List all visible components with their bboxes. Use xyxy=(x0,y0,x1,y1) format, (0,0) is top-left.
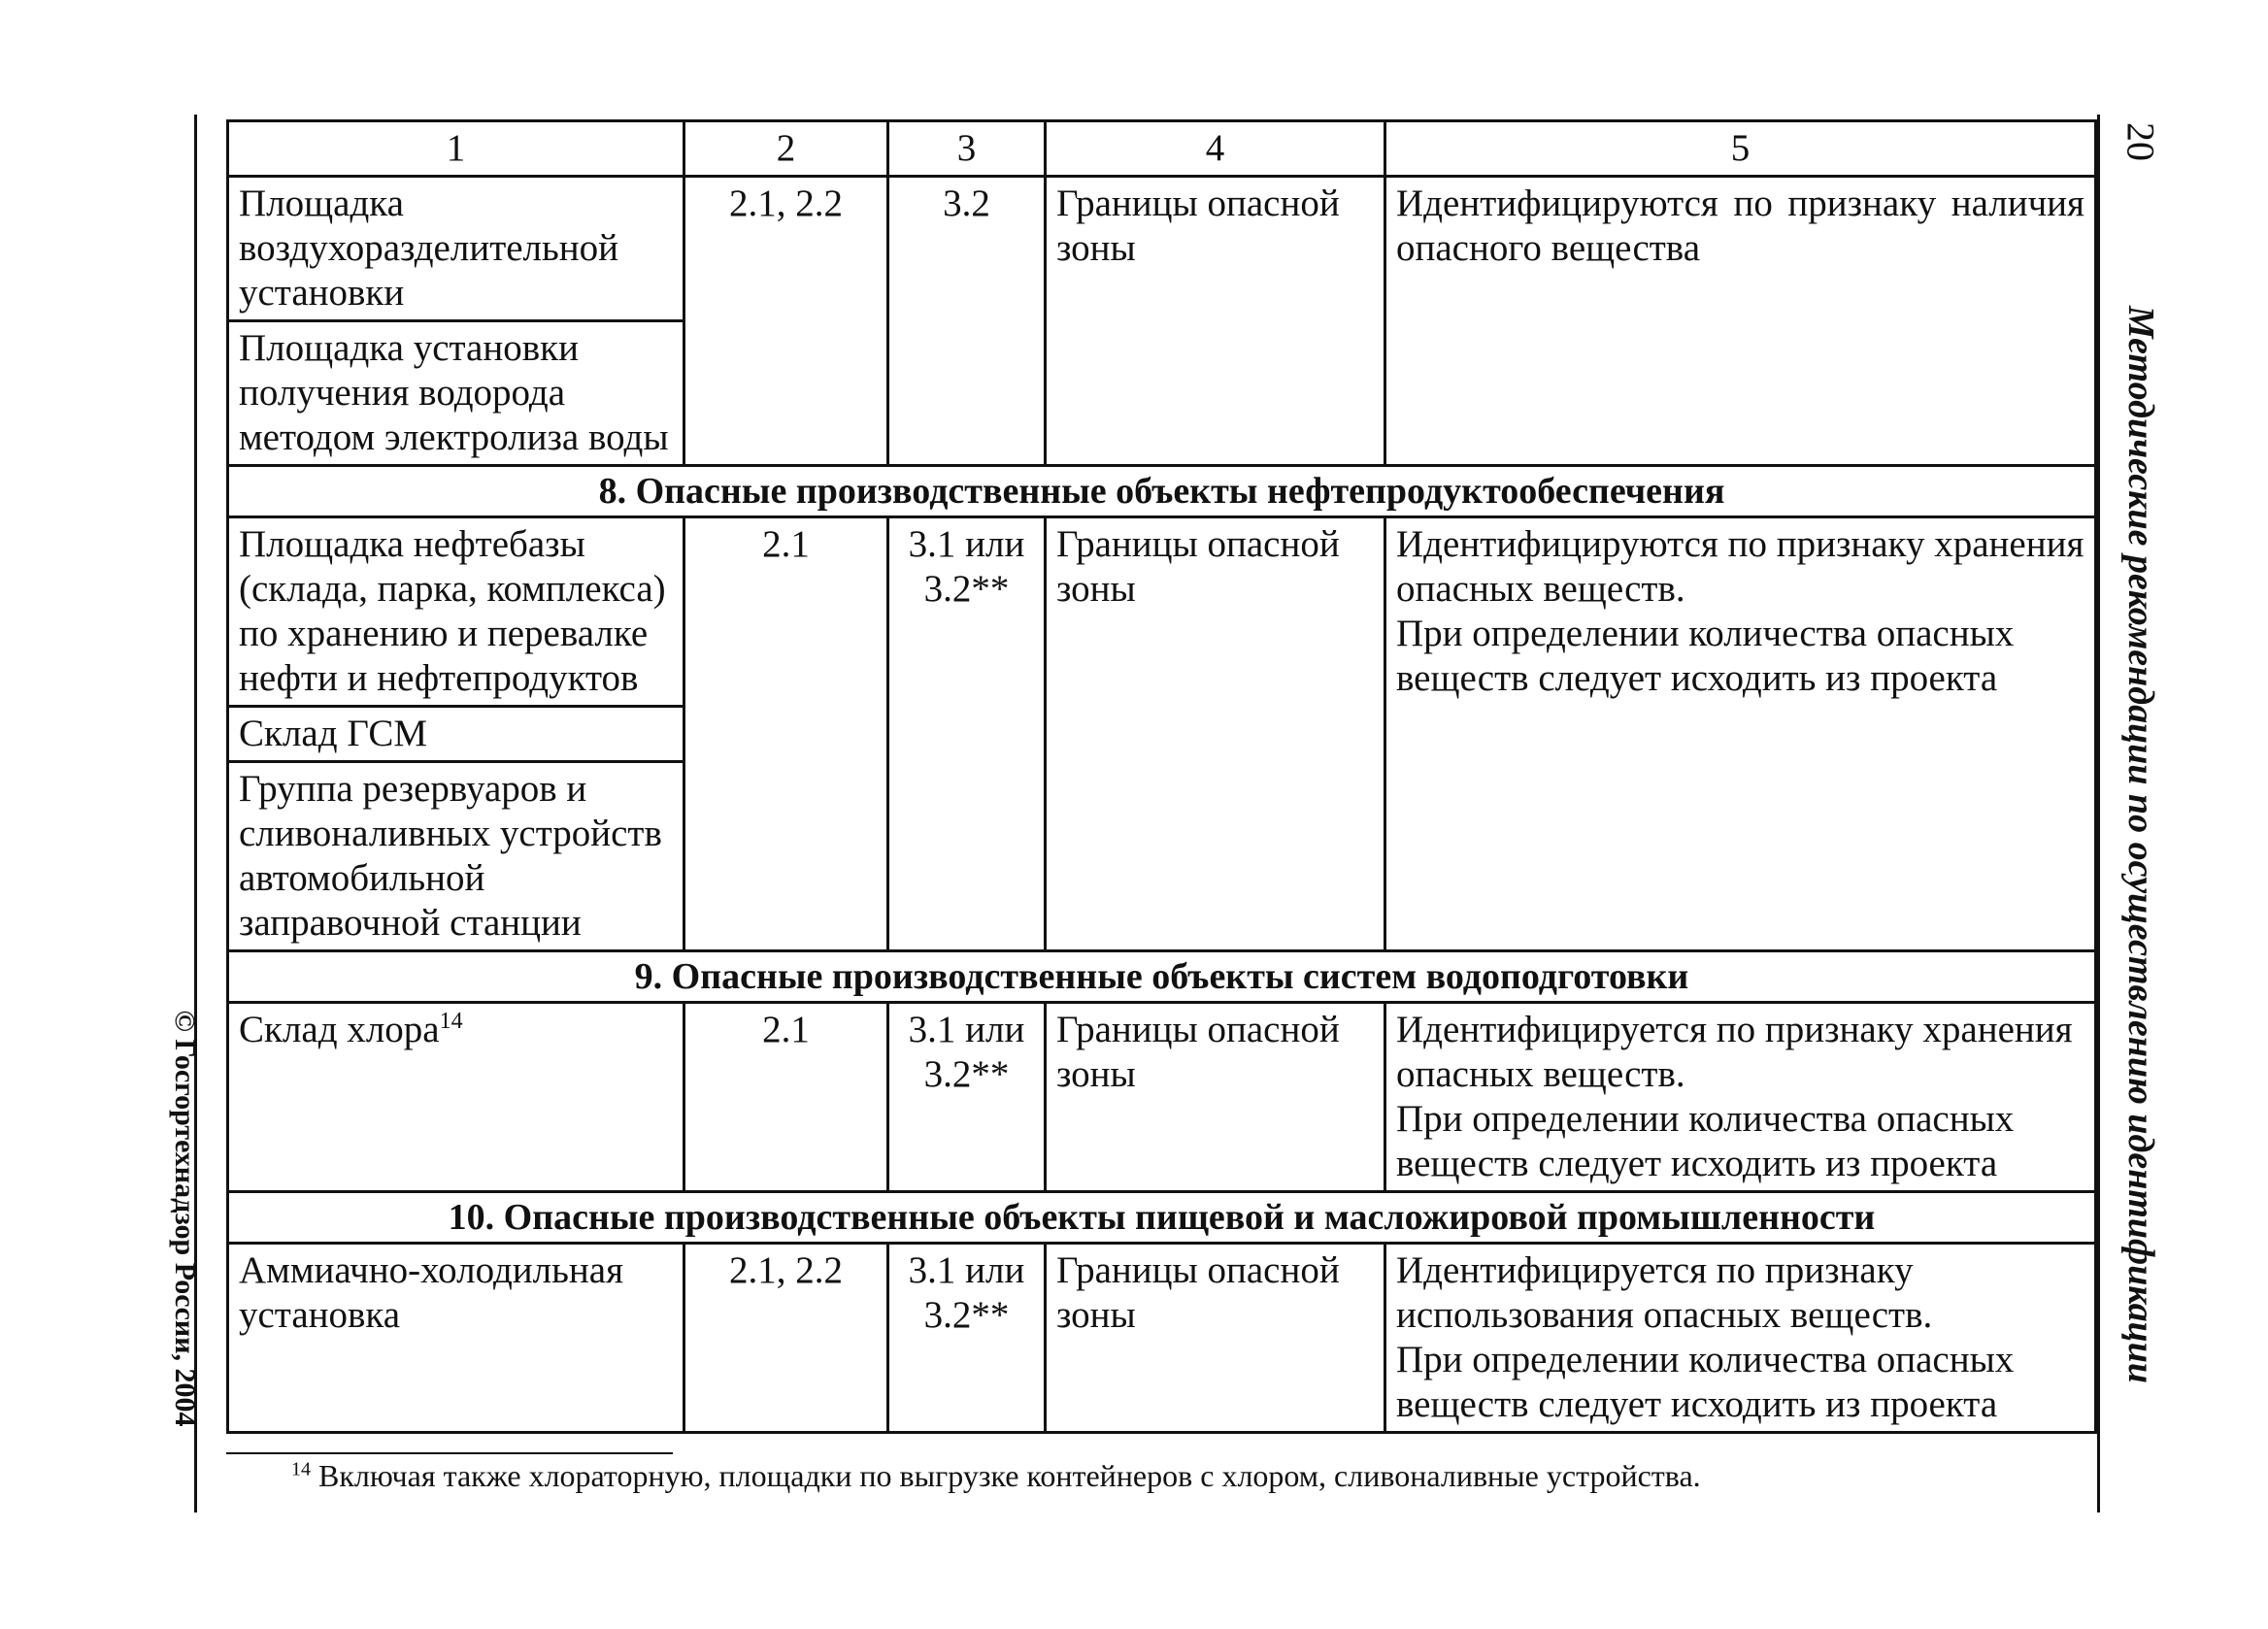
section-row xyxy=(228,1192,2096,1244)
column-header: 3 xyxy=(888,121,1046,177)
note-line: Идентифицируется по признаку использования опасных веществ. xyxy=(1396,1249,1933,1336)
note-cell xyxy=(1385,1244,2096,1433)
criterion-2: 2.1 xyxy=(684,517,888,951)
criterion-3: 3.2 xyxy=(888,177,1046,466)
section-row xyxy=(228,951,2096,1003)
footnote-marker: 14 xyxy=(291,1458,311,1480)
boundary-cell: Границы опасной зоны xyxy=(1046,177,1385,466)
table-row xyxy=(228,177,2096,321)
section-row xyxy=(228,466,2096,517)
copyright-note: © Госгортехнадзор России, 2004 xyxy=(169,1010,201,1427)
object-name: Площадка воздухоразделительной установки xyxy=(228,177,684,321)
page-number: 20 xyxy=(2118,122,2163,161)
header-row xyxy=(228,121,2096,177)
boundary-cell: Границы опасной зоны xyxy=(1046,1003,1385,1192)
boundary-cell: Границы опасной зоны xyxy=(1046,517,1385,951)
criterion-3 xyxy=(888,517,1046,951)
criterion-2: 2.1, 2.2 xyxy=(684,1244,888,1433)
criterion-3-line: 3.1 или xyxy=(908,523,1025,565)
criterion-2: 2.1, 2.2 xyxy=(684,177,888,466)
note-cell xyxy=(1385,517,2096,951)
column-header: 4 xyxy=(1046,121,1385,177)
note-line: Идентифицируется по признаку хранения опасных веществ. xyxy=(1396,1009,2073,1095)
boundary-cell: Границы опасной зоны xyxy=(1046,1244,1385,1433)
running-title: Методические рекомендации по осуществлению идентификации xyxy=(2120,305,2161,1384)
criterion-3-line: 3.2** xyxy=(923,1294,1010,1336)
criterion-2: 2.1 xyxy=(684,1003,888,1192)
object-name: Склад ГСМ xyxy=(228,707,684,762)
object-name xyxy=(228,1003,684,1192)
note-line: При определении количества опасных веществ следует исходить из проекта xyxy=(1396,1098,2015,1184)
criterion-3-line: 3.1 или xyxy=(908,1009,1025,1050)
footnote-rule xyxy=(226,1452,673,1454)
column-header: 2 xyxy=(684,121,888,177)
object-name: Группа резервуаров и сливоналивных устройств автомобильной заправочной станции xyxy=(228,762,684,951)
note-cell: Идентифицируются по признаку наличия опасного вещества xyxy=(1385,177,2096,466)
table-row xyxy=(228,517,2096,707)
footnote xyxy=(291,1458,1701,1494)
criterion-3 xyxy=(888,1244,1046,1433)
object-name: Аммиачно-холодильная установка xyxy=(228,1244,684,1433)
column-header: 1 xyxy=(228,121,684,177)
column-header: 5 xyxy=(1385,121,2096,177)
identification-table xyxy=(226,119,2097,1434)
section-title: 10. Опасные производственные объекты пищевой и масложировой промышленности xyxy=(228,1192,2096,1244)
criterion-3-line: 3.1 или xyxy=(908,1249,1025,1291)
criterion-3 xyxy=(888,1003,1046,1192)
note-cell xyxy=(1385,1003,2096,1192)
criterion-3-line: 3.2** xyxy=(923,568,1010,610)
table-row xyxy=(228,1244,2096,1433)
section-title: 8. Опасные производственные объекты нефтепродуктообеспечения xyxy=(228,466,2096,517)
section-title: 9. Опасные производственные объекты систем водоподготовки xyxy=(228,951,2096,1003)
note-line: При определении количества опасных веществ следует исходить из проекта xyxy=(1396,613,2015,699)
criterion-3-line: 3.2** xyxy=(923,1053,1010,1095)
right-margin-rule xyxy=(2097,115,2100,1513)
table-row xyxy=(228,1003,2096,1192)
object-name: Площадка нефтебазы (склада, парка, комплекса) по хранению и перевалке нефти и нефтепродуктов xyxy=(228,517,684,707)
footnote-ref: 14 xyxy=(439,1009,463,1034)
object-name-text: Склад хлора xyxy=(239,1009,440,1050)
note-line: Идентифицируются по признаку хранения опасных веществ. xyxy=(1396,523,2085,610)
note-line: При определении количества опасных веществ следует исходить из проекта xyxy=(1396,1339,2015,1425)
object-name: Площадка установки получения водорода методом электролиза воды xyxy=(228,321,684,466)
footnote-text: Включая также хлораторную, площадки по выгрузке контейнеров с хлором, сливоналивные устройства. xyxy=(318,1458,1701,1493)
